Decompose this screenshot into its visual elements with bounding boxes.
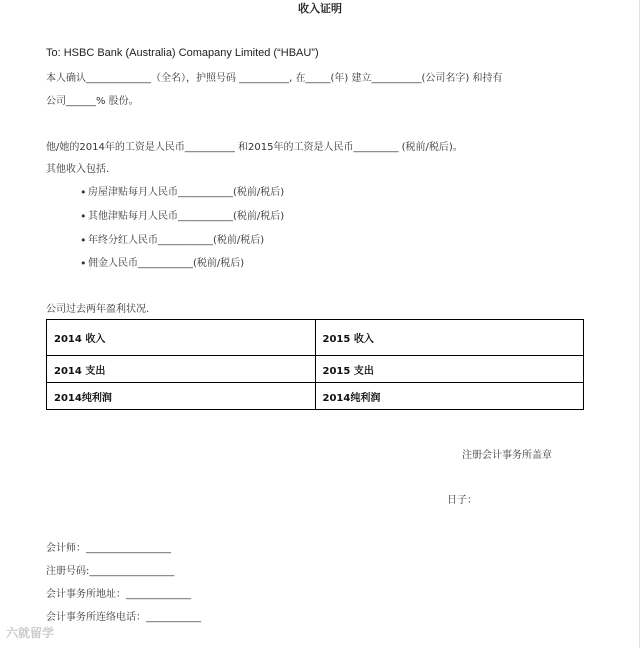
firm-address-field: 会计事务所地址：_____________ bbox=[46, 589, 191, 600]
confirmation-line-1: 本人确认_____________（全名），护照号码 __________, 在_____(年) 建立__________(公司名字) 和持有 bbox=[46, 73, 503, 84]
cell-2015-net-profit: 2014纯利润 bbox=[315, 383, 584, 410]
recipient-line: To: HSBC Bank (Australia) Comapany Limited (“HBAU”) bbox=[46, 47, 319, 59]
document-title: 收入证明 bbox=[298, 2, 342, 15]
income-item-other-allowance: • 其他津贴每月人民币___________(税前/税后) bbox=[88, 210, 284, 224]
registration-number-field: 注册号码:_________________ bbox=[46, 566, 175, 577]
profit-intro: 公司过去两年盈利状况. bbox=[46, 304, 150, 315]
income-item-bonus: • 年终分红人民币___________(税前/税后) bbox=[88, 234, 264, 248]
date-label: 日子： bbox=[447, 495, 477, 506]
accountant-field: 会计师：_________________ bbox=[46, 543, 171, 554]
table-row bbox=[47, 320, 584, 356]
income-item-commission: • 佣金人民币___________(税前/税后) bbox=[88, 257, 244, 271]
table-row bbox=[47, 356, 584, 383]
confirmation-line-2: 公司______% 股份。 bbox=[46, 96, 139, 107]
salary-line: 他/她的2014年的工资是人民币__________ 和2015年的工资是人民币_________ (税前/税后)。 bbox=[46, 142, 463, 153]
cell-2015-expense: 2015 支出 bbox=[315, 356, 584, 383]
income-item-housing: • 房屋津贴每月人民币___________(税前/税后) bbox=[88, 186, 284, 200]
profit-table bbox=[46, 319, 584, 410]
cell-2014-expense: 2014 支出 bbox=[47, 356, 316, 383]
table-row bbox=[47, 383, 584, 410]
watermark: 六就留学 bbox=[6, 626, 55, 640]
other-income-intro: 其他收入包括. bbox=[46, 164, 110, 175]
firm-phone-field: 会计事务所连络电话：___________ bbox=[46, 612, 201, 623]
cell-2015-income: 2015 收入 bbox=[315, 320, 584, 356]
cell-2014-net-profit: 2014纯利润 bbox=[47, 383, 316, 410]
cell-2014-income: 2014 收入 bbox=[47, 320, 316, 356]
firm-stamp-label: 注册会计事务所盖章 bbox=[462, 450, 552, 461]
